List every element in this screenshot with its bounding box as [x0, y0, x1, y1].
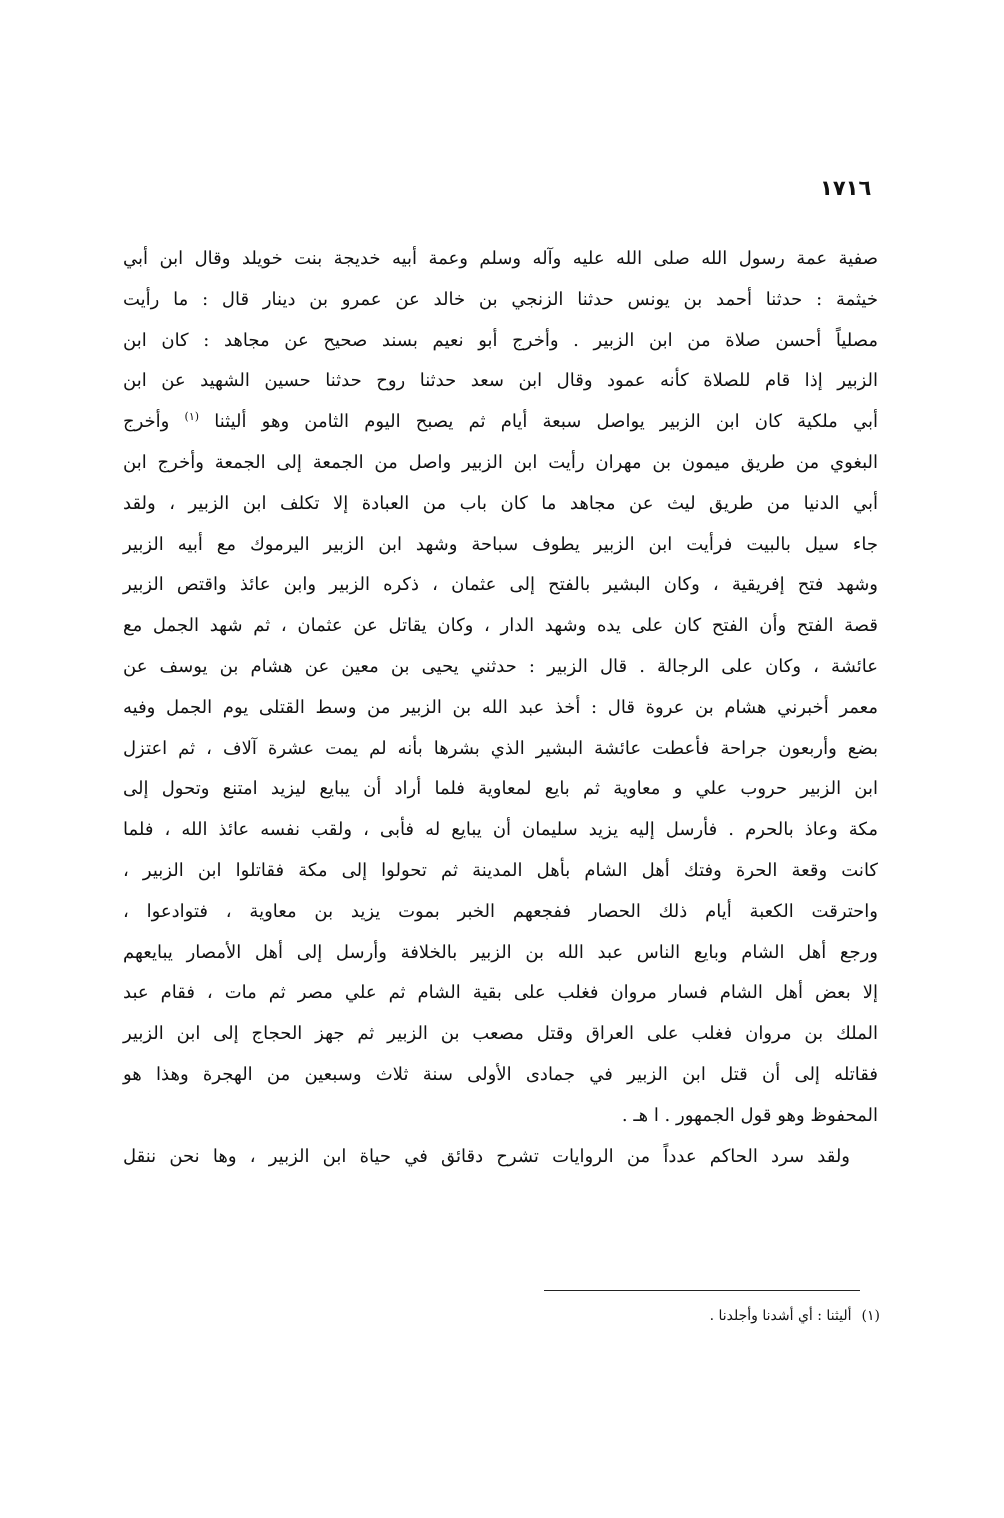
text-line-2: خيثمة : حدثنا أحمد بن يونس حدثنا الزنجي بن خالد عن عمرو بن دينار قال : ما رأيت	[123, 288, 878, 310]
text-line-6: البغوي من طريق ميمون بن مهران رأيت ابن الزبير واصل من الجمعة إلى الجمعة وأخرج ابن	[123, 451, 878, 473]
text-line-14: ابن الزبير حروب علي و معاوية ثم بايع لمعاوية فلما أراد أن يبايع ليزيد امتنع وتحول إلى	[123, 778, 878, 800]
text-line-5	[123, 402, 878, 443]
text-line-16: كانت وقعة الحرة وفتك أهل الشام بأهل المدينة ثم تحولوا إلى مكة فقاتلوا ابن الزبير ،	[123, 859, 878, 881]
page-number: ١٧١٦	[820, 176, 872, 200]
footnote-text: أليثنا : أي أشدنا وأجلدنا .	[709, 1308, 852, 1324]
body-text	[123, 239, 878, 1177]
text-line-15: مكة وعاذ بالحرم . فأرسل إليه يزيد سليمان أن يبايع له فأبى ، ولقب نفسه عائذ الله ، فلما	[123, 819, 878, 841]
text-line-5-main: أبي ملكية كان ابن الزبير يواصل سبعة أيام ثم يصبح اليوم الثامن وهو أليثنا	[214, 411, 878, 433]
text-line-21: فقاتله إلى أن قتل ابن الزبير في جمادى الأولى سنة ثلاث وسبعين من الهجرة وهذا هو	[123, 1063, 878, 1085]
text-line-11: عائشة ، وكان على الرجالة . قال الزبير : حدثني يحيى بن معين عن هشام بن يوسف عن	[123, 655, 878, 677]
text-line-18: ورجع أهل الشام وبايع الناس عبد الله بن الزبير بالخلافة وأرسل إلى أهل الأمصار يبايعهم	[123, 941, 878, 963]
footnote-divider	[544, 1290, 860, 1291]
text-line-20: الملك بن مروان فغلب على العراق وقتل مصعب بن الزبير ثم جهز الحجاج إلى ابن الزبير	[123, 1023, 878, 1045]
text-line-9: وشهد فتح إفريقية ، وكان البشير بالفتح إلى عثمان ، ذكره الزبير وابن عائذ واقتص الزبير	[123, 574, 878, 596]
text-line-4: الزبير إذا قام للصلاة كأنه عمود وقال ابن سعد حدثنا روح حدثنا حسين الشهيد عن ابن	[123, 370, 878, 392]
text-line-19: إلا بعض أهل الشام فسار مروان فغلب على بقية الشام ثم علي مصر ثم مات ، فقام عبد	[123, 982, 878, 1004]
footnote	[480, 1305, 880, 1327]
text-line-3: مصلياً أحسن صلاة من ابن الزبير . وأخرج أبو نعيم بسند صحيح عن مجاهد : كان ابن	[123, 329, 878, 351]
text-line-1: صفية عمة رسول الله صلى الله عليه وآله وسلم وعمة أبيه خديجة بنت خويلد وقال ابن أبي	[123, 248, 878, 269]
text-line-23: ولقد سرد الحاكم عدداً من الروايات تشرح دقائق في حياة ابن الزبير ، وها نحن ننقل	[123, 1145, 850, 1167]
footnote-reference: (١)	[184, 410, 200, 424]
text-line-8: جاء سيل بالبيت فرأيت ابن الزبير يطوف سباحة وشهد ابن الزبير اليرموك مع أبيه الزبير	[123, 533, 878, 555]
footnote-marker: (١)	[861, 1308, 880, 1324]
text-line-10: قصة الفتح وأن الفتح كان على يده وشهد الدار ، وكان يقاتل عن عثمان ، ثم شهد الجمل مع	[123, 615, 878, 637]
text-line-12: معمر أخبرني هشام بن عروة قال : أخذ عبد الله بن الزبير من وسط القتلى يوم الجمل وفيه	[123, 696, 878, 718]
text-line-17: واحترقت الكعبة أيام ذلك الحصار ففجعهم الخبر بموت يزيد بن معاوية ، فتوادعوا ،	[123, 900, 878, 922]
text-line-5-end: وأخرج	[123, 411, 170, 433]
text-line-22: المحفوظ وهو قول الجمهور . ا هـ .	[621, 1104, 878, 1126]
text-line-7: أبي الدنيا من طريق ليث عن مجاهد ما كان باب من العبادة إلا تكلف ابن الزبير ، ولقد	[123, 492, 878, 514]
text-line-13: بضع وأربعون جراحة فأعطت عائشة البشير الذي بشرها بأنه لم يمت عشرة آلاف ، ثم اعتزل	[123, 737, 878, 759]
